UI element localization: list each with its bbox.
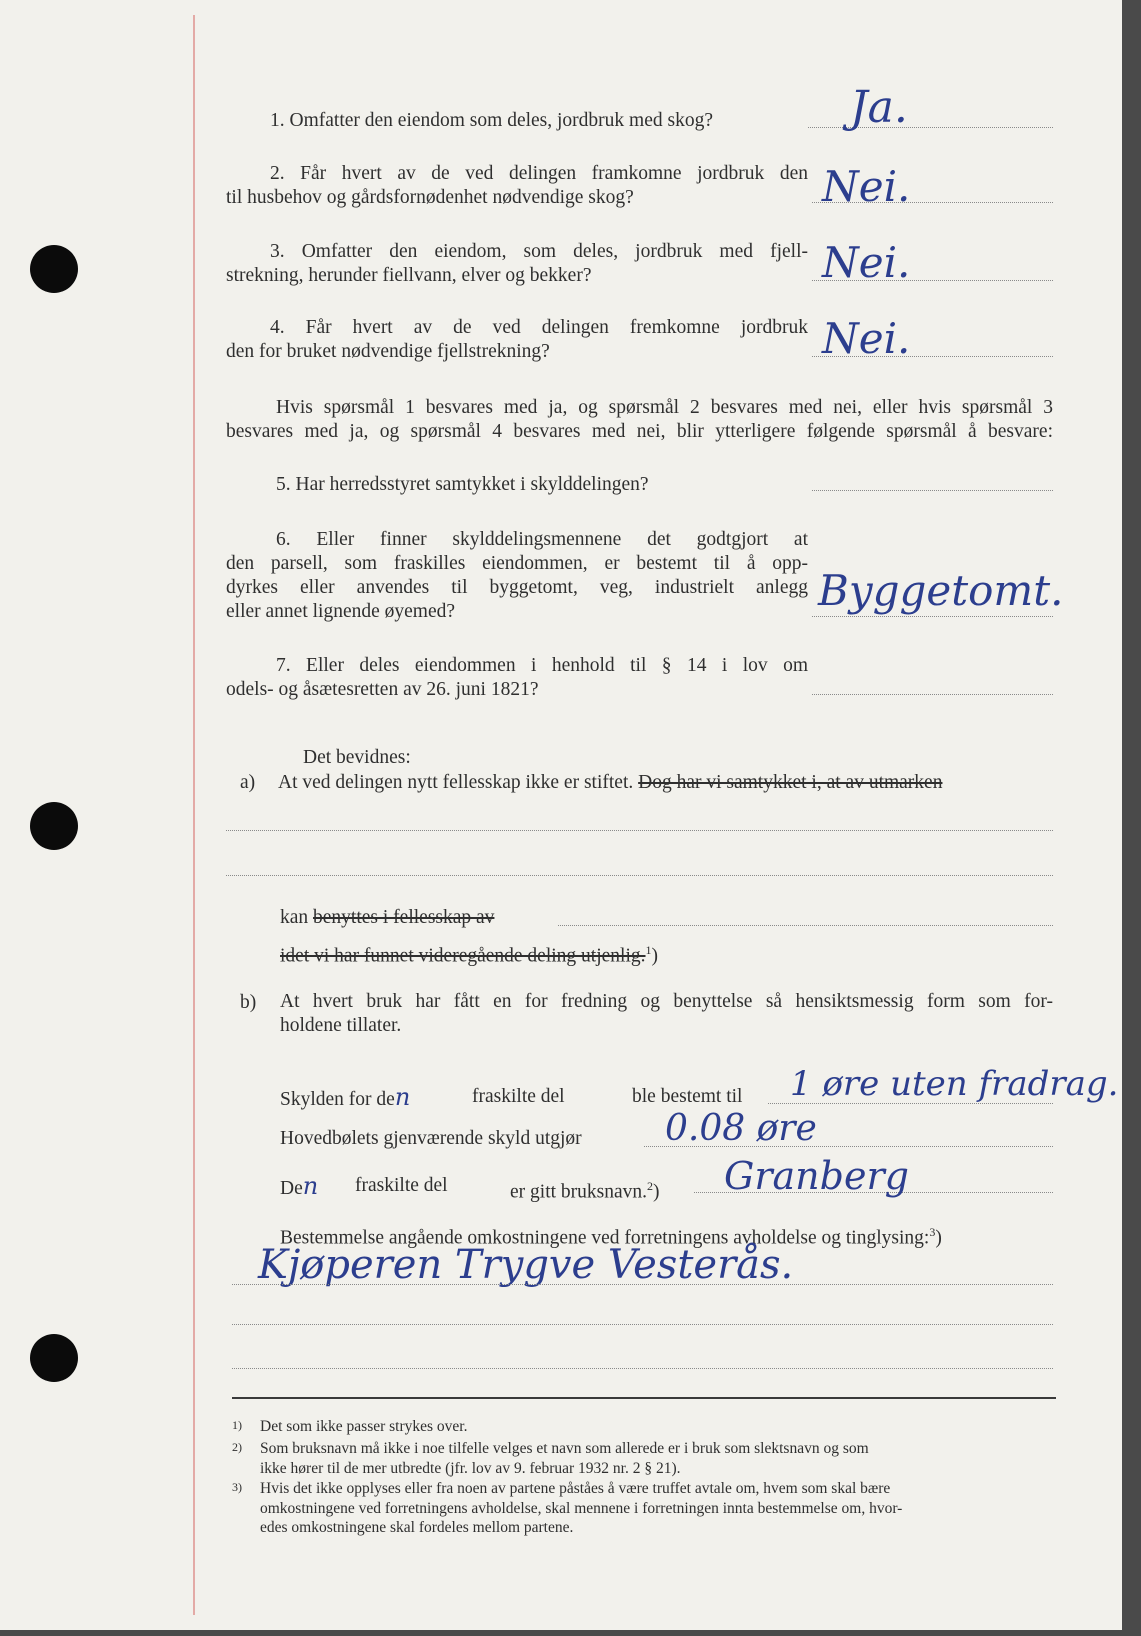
skylden-label-c: ble bestemt til	[632, 1086, 743, 1107]
item-a-label: a)	[240, 772, 256, 793]
bestem-ref: 3	[929, 1225, 936, 1239]
question-3-line-1: 3. Omfatter den eiendom, som deles, jordbruk med fjell-	[270, 241, 808, 262]
question-5: 5. Har herredsstyret samtykket i skylddelingen?	[276, 474, 649, 495]
answer-3: Nei.	[822, 238, 911, 287]
footnote-1-num: 1)	[232, 1418, 242, 1432]
answer-6: Byggetomt.	[818, 566, 1064, 615]
idet-line: idet vi har funnet videregående deling utjenlig.$^1$)	[280, 943, 659, 967]
question-6	[226, 528, 808, 624]
question-1: 1. Omfatter den eiendom som deles, jordbruk med skog?	[270, 110, 713, 131]
punch-hole	[30, 245, 78, 293]
answer-4: Nei.	[822, 314, 911, 363]
footnote-3-line-1: Hvis det ikke opplyses eller fra noen av partene påståes å være truffet avtale om, hvem som skal bære	[260, 1480, 891, 1497]
question-2	[226, 162, 808, 210]
question-4-line-1: 4. Får hvert av de ved delingen fremkomne jordbruk	[270, 317, 808, 338]
answer-1: Ja.	[850, 82, 908, 133]
item-a-statement: At ved delingen nytt fellesskap ikke er stiftet.	[278, 772, 634, 793]
conditional-intro	[226, 396, 1053, 444]
punch-hole	[30, 1334, 78, 1382]
intro-line-1: Hvis spørsmål 1 besvares med ja, og spørsmål 2 besvares med nei, eller hvis spørsmål 3	[276, 397, 1053, 418]
blank-line	[232, 1368, 1053, 1369]
item-b-line-2: holdene tillater.	[280, 1015, 402, 1036]
kan-line	[280, 907, 494, 929]
question-6-line-3: dyrkes eller anvendes til byggetomt, veg, industrielt anlegg	[226, 577, 808, 598]
footnote-2-line-2: ikke hører til de mer utbredte (jfr. lov av 9. februar 1932 nr. 2 § 21).	[260, 1459, 681, 1477]
navn-answer: Granberg	[724, 1154, 909, 1198]
question-2-line-2: til husbehov og gårdsfornødenhet nødvendige skog?	[226, 187, 634, 208]
item-a-text	[278, 772, 942, 794]
navn-label-a	[280, 1172, 319, 1200]
question-6-line-2: den parsell, som fraskilles eiendommen, er bestemt til å opp-	[226, 553, 808, 574]
question-6-line-1: 6. Eller finner skylddelingsmennene det godtgjort at	[276, 529, 808, 550]
navn-label-c: er gitt bruksnavn.$^2$)	[510, 1179, 660, 1203]
blank-line	[232, 1324, 1053, 1325]
skylden-text: Skylden for de	[280, 1089, 395, 1110]
hoved-answer: 0.08 øre	[665, 1108, 817, 1149]
answer-2: Nei.	[822, 162, 911, 211]
kan-struck: benyttes i fellesskap av	[313, 907, 495, 928]
item-b-line-1: At hvert bruk har fått en for fredning og benyttelse så hensiktsmessig form som for-	[280, 991, 1053, 1012]
skylden-label-a	[280, 1083, 411, 1111]
skylden-hw: n	[394, 1083, 411, 1111]
answer-line	[808, 127, 1053, 128]
intro-line-2: besvares med ja, og spørsmål 4 besvares med nei, blir ytterligere følgende spørsmål å besvare:	[226, 421, 1053, 442]
punch-hole	[30, 802, 78, 850]
footnote-rule	[232, 1397, 1056, 1399]
footnote-1	[260, 1417, 1060, 1437]
kan-prefix: kan	[280, 907, 309, 928]
bestem-answer: Kjøperen Trygve Vesterås.	[258, 1242, 794, 1288]
question-4	[226, 316, 808, 364]
footnote-2-num: 2)	[232, 1440, 242, 1454]
idet-ref: 1	[645, 943, 652, 957]
footnote-1-line-1: Det som ikke passer strykes over.	[260, 1418, 468, 1435]
question-3-line-2: strekning, herunder fiellvann, elver og bekker?	[226, 265, 592, 286]
footnote-3-line-3: edes omkostningene skal fordeles mellom partene.	[260, 1519, 574, 1536]
item-b-text	[280, 990, 1053, 1038]
navn-hw: n	[302, 1172, 319, 1200]
footnote-3-num: 3)	[232, 1480, 242, 1494]
navn-label-b: fraskilte del	[355, 1175, 448, 1196]
item-a-struck: Dog har vi samtykket i, at av utmarken	[638, 772, 943, 793]
blank-line	[226, 875, 1053, 876]
question-7	[226, 654, 808, 702]
navn-ref: 2	[647, 1179, 654, 1193]
answer-line	[812, 490, 1053, 491]
question-2-line-1: 2. Får hvert av de ved delingen framkomne jordbruk den	[270, 163, 808, 184]
footnote-2-line-1: Som bruksnavn må ikke i noe tilfelle velges et navn som allerede er i bruk som slektsnavn og som	[260, 1440, 869, 1457]
navn-text: De	[280, 1178, 303, 1199]
footnote-3-line-2: omkostningene ved forretningens avholdelse, skal mennene i forretningen innta bestemmelse om, hvor-	[260, 1499, 903, 1517]
bestem-label: Bestemmelse angående omkostningene ved forretningens avholdelse og tinglysing:$^3$)	[280, 1225, 942, 1249]
navn-text-c: er gitt bruksnavn.	[510, 1181, 648, 1203]
question-6-line-4: eller annet lignende øyemed?	[226, 601, 456, 622]
answer-line	[812, 616, 1053, 617]
footnote-2	[260, 1439, 1060, 1478]
blank-line	[232, 1284, 1053, 1285]
question-3	[226, 240, 808, 288]
blank-line	[226, 830, 1053, 831]
skylden-label-b: fraskilte del	[472, 1086, 565, 1107]
skylden-answer: 1 øre uten fradrag.	[790, 1064, 1119, 1104]
question-7-line-1: 7. Eller deles eiendommen i henhold til § 14 i lov om	[276, 655, 808, 676]
answer-line	[812, 694, 1053, 695]
item-b-label: b)	[240, 992, 257, 1013]
margin-line	[193, 15, 195, 1615]
question-4-line-2: den for bruket nødvendige fjellstrekning?	[226, 341, 550, 362]
certify-heading: Det bevidnes:	[303, 747, 411, 768]
footnote-3	[260, 1479, 1060, 1538]
idet-struck: idet vi har funnet videregående deling utjenlig.	[280, 945, 646, 967]
blank-line	[558, 925, 1053, 926]
question-7-line-2: odels- og åsætesretten av 26. juni 1821?	[226, 679, 539, 700]
bestem-text: Bestemmelse angående omkostningene ved forretningens avholdelse og tinglysing:	[280, 1227, 930, 1249]
hoved-label: Hovedbølets gjenværende skyld utgjør	[280, 1128, 582, 1149]
